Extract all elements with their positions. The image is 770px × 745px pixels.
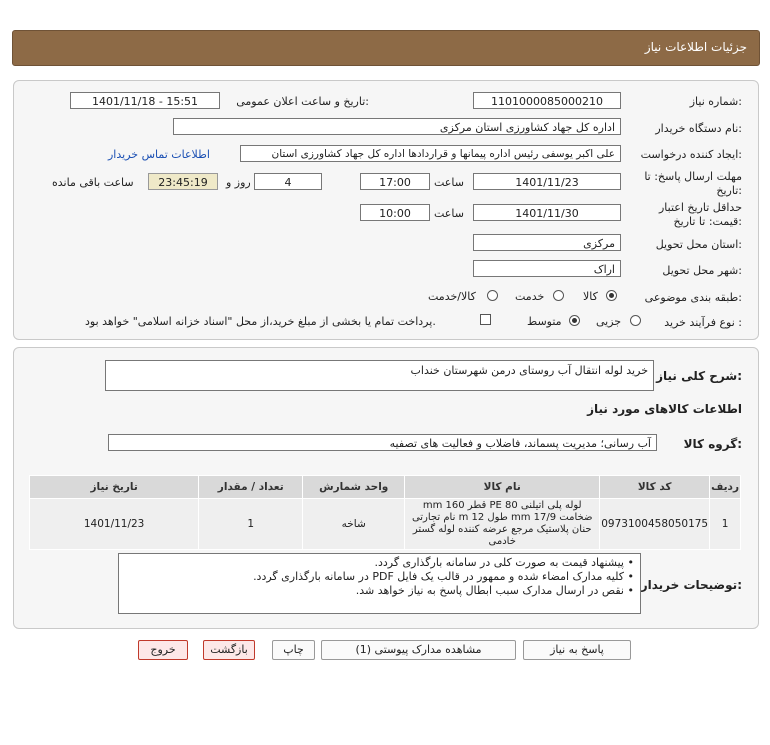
process-label: نوع فرآیند خرید : [664, 316, 742, 329]
cell-date: 1401/11/23 [30, 499, 199, 550]
goods-section-title: اطلاعات کالاهای مورد نیاز [587, 402, 742, 416]
note-item: • نقص در ارسال مدارک سبب ابطال پاسخ به نیاز خواهد شد. [355, 584, 634, 597]
city-field[interactable]: اراک [473, 260, 621, 277]
goods-table [29, 475, 741, 550]
validity-time-label: ساعت [434, 207, 464, 220]
city-label: شهر محل تحویل: [662, 264, 742, 277]
deadline-time-field[interactable]: 17:00 [360, 173, 430, 190]
need-number-field[interactable]: 1101000085000210 [473, 92, 621, 109]
buyer-contact-link[interactable]: اطلاعات تماس خریدار [108, 148, 210, 161]
validity-label-1: حداقل تاریخ اعتبار [658, 201, 742, 214]
need-number-label: شماره نیاز: [689, 95, 742, 108]
validity-date-field[interactable]: 1401/11/30 [473, 204, 621, 221]
process-minor-radio[interactable] [630, 315, 641, 326]
announce-label: تاریخ و ساعت اعلان عمومی: [236, 95, 369, 108]
print-button[interactable]: چاپ [272, 640, 315, 660]
category-goods-service-radio[interactable] [487, 290, 498, 301]
category-goods-radio[interactable] [606, 290, 617, 301]
summary-field[interactable]: خرید لوله انتقال آب روستای درمن شهرستان خنداب [105, 360, 654, 391]
page-header [12, 30, 760, 66]
buyer-org-label: نام دستگاه خریدار: [655, 122, 742, 135]
note-item: • پیشنهاد قیمت به صورت کلی در سامانه بارگذاری گردد. [374, 556, 634, 569]
province-field[interactable]: مرکزی [473, 234, 621, 251]
creator-label: ایجاد کننده درخواست: [640, 148, 742, 161]
col-qty: تعداد / مقدار [199, 476, 303, 499]
buyer-org-field[interactable]: اداره کل جهاد کشاورزی استان مرکزی [173, 118, 621, 135]
notes-label: توضیحات خریدار: [640, 578, 742, 592]
treasury-payment-note: پرداخت تمام یا بخشی از مبلغ خرید،از محل "اسناد خزانه اسلامی" خواهد بود. [85, 315, 436, 328]
exit-button[interactable]: خروج [138, 640, 188, 660]
goods-group-label: گروه کالا: [683, 437, 742, 451]
cell-name: لوله پلی اتیلنی PE 80 قطر 160 mm ضخامت 17/9 mm طول 12 m نام تجارتی حنان پلاستیک مرجع عرضه کننده لوله گستر خادمی [405, 499, 600, 550]
category-service-label: خدمت [515, 290, 545, 303]
deadline-label-1: مهلت ارسال پاسخ: تا [644, 170, 742, 183]
page-title: جزئیات اطلاعات نیاز [644, 40, 747, 54]
creator-field[interactable]: علی اکبر یوسفی رئیس اداره پیمانها و قراردادها اداره کل جهاد کشاورزی استان [240, 145, 621, 162]
col-unit: واحد شمارش [303, 476, 405, 499]
cell-qty: 1 [199, 499, 303, 550]
col-code: کد کالا [600, 476, 710, 499]
process-minor-label: جزیی [596, 315, 622, 328]
notes-box [118, 553, 641, 614]
goods-table-header [30, 476, 741, 499]
deadline-time-label: ساعت [434, 176, 464, 189]
validity-time-field[interactable]: 10:00 [360, 204, 430, 221]
treasury-payment-checkbox[interactable] [480, 314, 491, 325]
deadline-label-2: تاریخ: [716, 184, 742, 197]
category-label: طبقه بندی موضوعی: [644, 291, 742, 304]
remaining-time-field: 23:45:19 [148, 173, 218, 190]
category-service-radio[interactable] [553, 290, 564, 301]
deadline-date-field[interactable]: 1401/11/23 [473, 173, 621, 190]
table-row[interactable] [30, 499, 741, 550]
cell-unit: شاخه [303, 499, 405, 550]
reply-button[interactable]: پاسخ به نیاز [523, 640, 631, 660]
cell-row: 1 [710, 499, 741, 550]
days-label: روز و [226, 176, 251, 189]
province-label: استان محل تحویل: [655, 238, 742, 251]
category-goods-label: کالا [583, 290, 598, 303]
cell-code: 0973100458050175 [600, 499, 710, 550]
summary-label: شرح کلی نیاز: [656, 369, 742, 383]
process-medium-label: متوسط [527, 315, 562, 328]
remaining-label: ساعت باقی مانده [52, 176, 134, 189]
back-button[interactable]: بازگشت [203, 640, 255, 660]
col-row: ردیف [710, 476, 741, 499]
days-field[interactable]: 4 [254, 173, 322, 190]
validity-label-2: قیمت: تا تاریخ: [673, 215, 742, 228]
announce-field[interactable]: 1401/11/18 - 15:51 [70, 92, 220, 109]
process-medium-radio[interactable] [569, 315, 580, 326]
col-date: تاریخ نیاز [30, 476, 199, 499]
note-item: • کلیه مدارک امضاء شده و ممهور در قالب یک فایل PDF در سامانه بارگذاری گردد. [253, 570, 634, 583]
goods-group-field[interactable]: آب رسانی؛ مدیریت پسماند، فاضلاب و فعالیت های تصفیه [108, 434, 657, 451]
category-goods-service-label: کالا/خدمت [428, 290, 476, 303]
view-attachments-button[interactable]: مشاهده مدارک پیوستی (1) [321, 640, 516, 660]
col-name: نام کالا [405, 476, 600, 499]
